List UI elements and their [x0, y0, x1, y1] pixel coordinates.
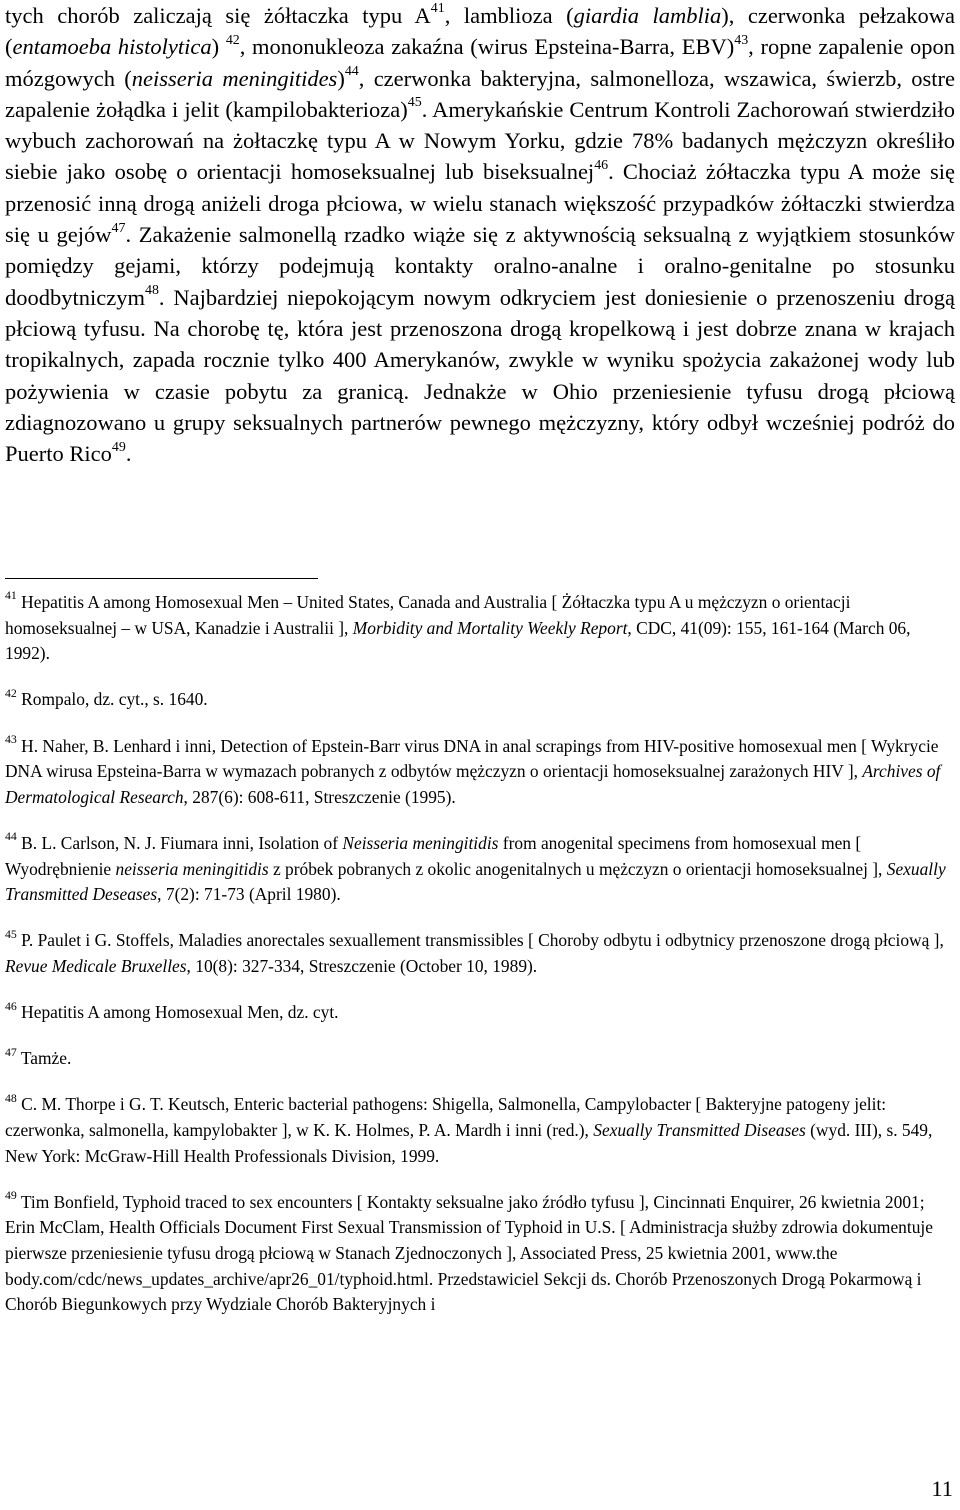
- text-run: , ropne zapalenie opon mózgowych (: [5, 34, 955, 91]
- italic-text: Sexually Transmitted Deseases: [5, 858, 946, 905]
- footnote-number: 45: [5, 926, 17, 941]
- text-run: C. M. Thorpe i G. T. Keutsch, Enteric bacterial pathogens: Shigella, Salmonella, Campylobacter [ Bakteryjne patogeny jelit: czerwonka, salmonella, kampylobakter ], w K. K. Holmes, P. A. Mardh i inni (red.),: [5, 1094, 887, 1141]
- text-run: . Chociaż żółtaczka typu A może się przenosić inną drogą aniżeli droga płciowa, w wielu stanach większość przypadków żółtaczki stwierdza się u gejów: [5, 159, 956, 248]
- text-run: , CDC, 41(09): 155, 161-164 (March 06, 1992).: [5, 617, 911, 664]
- footnote-ref: 46: [594, 157, 609, 173]
- footnote-ref: 47: [111, 220, 126, 236]
- text-run: Tim Bonfield, Typhoid traced to sex encounters [ Kontakty seksualne jako źródło tyfusu ], Cincinnati Enquirer, 26 kwietnia 2001; Erin McClam, Health Officials Document First Sexual Transmission of Typhoid in U.S. [ Administracja służby zdrowia dokumentuje pierwsze przeniesienie tyfusu drogą płciową w Stanach Zjednoczonych ], Associated Press, 25 kwietnia 2001, www.the body.com/cdc/news_updates_archive/apr26_01/typhoid.html. Przedstawiciel Sekcji ds. Chorób Przenoszonych Drogą Pokarmową i Chorób Biegunkowych przy Wydziale Chorób Bakteryjnych i: [5, 1191, 933, 1315]
- footnote-49: [5, 1190, 955, 1318]
- main-text: [5, 0, 955, 469]
- text-run: Rompalo, dz. cyt., s. 1640.: [16, 689, 208, 710]
- footnote-42: [5, 687, 955, 713]
- italic-text: Morbidity and Mortality Weekly Report: [352, 617, 628, 638]
- italic-text: entamoeba histolytica: [12, 34, 212, 60]
- footnote-number: 43: [5, 732, 17, 746]
- footnote-43: [5, 734, 955, 811]
- footnote-44: [5, 831, 955, 908]
- footnote-number: 49: [5, 1188, 17, 1203]
- text-run: z próbek pobranych z okolic anogenitalnych u mężczyzn o orientacji homoseksualnej ],: [268, 858, 887, 879]
- text-run: , 10(8): 327-334, Streszczenie (October 10, 1989).: [186, 955, 538, 976]
- footnote-number: 41: [5, 588, 17, 603]
- text-run: from anogenital specimens from homosexual men [ Wyodrębnienie: [5, 832, 862, 879]
- italic-text: Neisseria meningitidis: [342, 832, 499, 853]
- italic-text: Sexually Transmitted Diseases: [593, 1120, 806, 1141]
- footnote-46: [5, 1000, 955, 1026]
- italic-text: Revue Medicale Bruxelles: [5, 955, 187, 976]
- footnote-separator: [5, 578, 318, 579]
- text-run: . Amerykańskie Centrum Kontroli Zachorowań stwierdziło wybuch zachorowań na żołtaczkę typu A w Nowym Yorku, gdzie 78% badanych mężczyzn określiło siebie jako osobę o orientacji homoseksualnej lub biseksualnej: [5, 96, 955, 185]
- italic-text: Archives of Dermatological Research: [5, 761, 941, 807]
- footnote-ref: 44: [344, 64, 359, 80]
- text-run: .: [125, 441, 132, 467]
- text-run: H. Naher, B. Lenhard i inni, Detection of Epstein-Barr virus DNA in anal scrapings from HIV-positive homosexual men [ Wykrycie DNA wirusa Epsteina-Barra w wymazach pobranych z odbytów mężczyzn o orientacji homoseksualnej zarażonych HIV ],: [5, 735, 939, 782]
- text-run: , czerwonka bakteryjna, salmonelloza, wszawica, świerzb, ostre zapalenie żołądka i jelit (kampilobakterioza): [5, 65, 956, 122]
- italic-text: giardia lamblia: [573, 3, 722, 28]
- text-run: B. L. Carlson, N. J. Fiumara inni, Isolation of: [16, 832, 343, 853]
- text-run: (wyd. III), s. 549, New York: McGraw-Hill Health Professionals Division, 1999.: [5, 1120, 933, 1166]
- footnote-48: [5, 1092, 955, 1169]
- text-run: Hepatitis A among Homosexual Men – United States, Canada and Australia [ Żółtaczka typu A u mężczyzn o orientacji homoseksualnej – w USA, Kanadzie i Australii ],: [5, 592, 851, 638]
- footnote-number: 48: [5, 1090, 17, 1105]
- text-run: , mononukleoza zakaźna (wirus Epsteina-Barra, EBV): [239, 34, 735, 60]
- text-run: tych chorób zaliczają się żółtaczka typu A: [5, 3, 431, 28]
- text-run: , 287(6): 608-611, Streszczenie (1995).: [183, 786, 456, 807]
- footnote-47: [5, 1046, 955, 1072]
- footnote-ref: 43: [734, 32, 749, 48]
- footnote-number: 42: [5, 685, 17, 700]
- footnote-ref: 49: [111, 439, 126, 455]
- text-run: P. Paulet i G. Stoffels, Maladies anorectales sexuallement transmissibles [ Choroby odbytu i odbytnicy przenoszone drogą płciową ],: [16, 930, 944, 951]
- italic-text: neisseria meningitidis: [115, 858, 269, 879]
- body-paragraph: [5, 0, 955, 469]
- text-run: ), czerwonka pełzakowa (: [5, 3, 955, 60]
- text-run: ): [211, 34, 226, 60]
- text-run: ): [337, 65, 345, 91]
- text-run: , lamblioza (: [444, 3, 574, 28]
- footnote-number: 47: [5, 1044, 17, 1059]
- footnote-ref: 45: [407, 95, 422, 111]
- text-run: , 7(2): 71-73 (April 1980).: [157, 884, 341, 905]
- italic-text: neisseria meningitides: [131, 65, 338, 91]
- footnote-ref: 41: [430, 1, 445, 17]
- text-run: Hepatitis A among Homosexual Men, dz. cyt.: [16, 1002, 339, 1023]
- footnote-41: [5, 590, 955, 667]
- footnotes: [5, 590, 955, 1338]
- footnote-45: [5, 928, 955, 979]
- footnote-number: 44: [5, 829, 17, 844]
- text-run: . Najbardziej niepokojącym nowym odkryciem jest doniesienie o przenoszeniu drogą płciową tyfusu. Na chorobę tę, która jest przenoszona drogą kropelkową i jest dobrze znana w krajach tropikalnych, zapada rocznie tylko 400 Amerykanów, zwykle w wyniku spożycia zakażonej wody lub pożywienia w czasie pobytu za granicą. Jednakże w Ohio przeniesienie tyfusu drogą płciową zdiagnozowano u grupy seksualnych partnerów pewnego mężczyzny, który odbył wcześniej podróż do Puerto Rico: [5, 284, 955, 467]
- page-number: 11: [931, 1476, 953, 1501]
- text-run: Tamże.: [16, 1048, 72, 1069]
- footnote-ref: 42: [225, 32, 240, 48]
- text-run: . Zakażenie salmonellą rzadko wiąże się z aktywnością seksualną z wyjątkiem stosunków pomiędzy gejami, którzy podejmują kontakty oralno-analne i oralno-genitalne po stosunku doodbytniczym: [5, 222, 955, 310]
- footnote-ref: 48: [144, 283, 159, 299]
- footnote-number: 46: [5, 998, 17, 1013]
